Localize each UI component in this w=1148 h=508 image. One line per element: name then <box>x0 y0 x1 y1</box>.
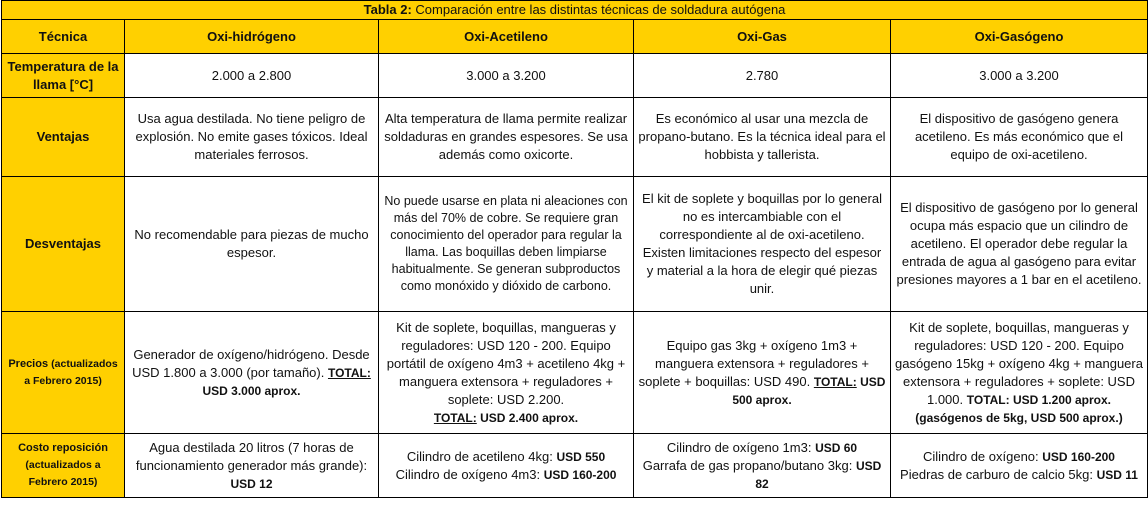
prices-oxi-gasogeno <box>891 312 1148 434</box>
replacement-oxi-hidrogeno <box>125 434 379 498</box>
prices-oxi-acetileno-total-value: USD 2.400 aprox. <box>476 410 579 425</box>
temperature-oxi-gas: 2.780 <box>634 54 891 98</box>
replacement-oxi-acetileno <box>379 434 634 498</box>
table-title <box>2 1 1148 20</box>
prices-row <box>2 312 1148 434</box>
temperature-oxi-hidrogeno: 2.000 a 2.800 <box>125 54 379 98</box>
header-oxi-gas: Oxi-Gas <box>634 20 891 54</box>
prices-oxi-gas-total-label: TOTAL: <box>813 374 857 389</box>
replacement-oxi-hidrogeno-value: USD 12 <box>230 476 273 491</box>
replacement-oxi-gas-value2: USD 82 <box>755 458 882 491</box>
prices-oxi-gasogeno-text: Kit de soplete, boquillas, mangueras y reguladores: USD 120 - 200. Equipo gasógeno 15kg + oxígeno 4kg + manguera extensora + reguladores + soplete: USD 1.000. <box>895 319 1143 407</box>
replacement-oxi-acetileno-line2: Cilindro de oxígeno 4m3: <box>395 466 544 482</box>
prices-oxi-hidrogeno-total-label: TOTAL: <box>327 365 371 380</box>
prices-oxi-gas-total-value: USD 500 aprox. <box>732 374 886 407</box>
disadvantages-label: Desventajas <box>2 177 125 312</box>
replacement-oxi-gas-value1: USD 60 <box>815 440 858 455</box>
replacement-oxi-gasogeno-line2: Piedras de carburo de calcio 5kg: <box>900 466 1097 482</box>
advantages-oxi-acetileno: Alta temperatura de llama permite realizar soldaduras en grandes espesores. Se usa además como oxicorte. <box>379 98 634 177</box>
prices-label-sub: (actualizados a Febrero 2015) <box>24 357 118 387</box>
replacement-oxi-gasogeno <box>891 434 1148 498</box>
temperature-label: Temperatura de la llama [°C] <box>2 54 125 98</box>
replacement-oxi-gasogeno-value2: USD 11 <box>1096 467 1138 482</box>
header-technique: Técnica <box>2 20 125 54</box>
replacement-oxi-gas-line1: Cilindro de oxígeno 1m3: <box>666 439 816 455</box>
replacement-oxi-acetileno-value1: USD 550 <box>556 449 606 464</box>
replacement-oxi-gas <box>634 434 891 498</box>
advantages-label: Ventajas <box>2 98 125 177</box>
prices-label <box>2 312 125 434</box>
disadvantages-oxi-hidrogeno: No recomendable para piezas de mucho espesor. <box>125 177 379 312</box>
prices-label-title: Precios <box>8 357 49 370</box>
table-title-text: Comparación entre las distintas técnicas de soldadura autógena <box>411 2 786 17</box>
prices-oxi-acetileno <box>379 312 634 434</box>
disadvantages-oxi-gasogeno: El dispositivo de gasógeno por lo general ocupa más espacio que un cilindro de acetileno. El operador debe regular la entrada de agua al gasógeno para evitar presiones mayores a 1 bar en el acetileno. <box>891 177 1148 312</box>
replacement-oxi-gasogeno-value1: USD 160-200 <box>1042 449 1115 464</box>
prices-oxi-acetileno-text: Kit de soplete, boquillas, mangueras y reguladores: USD 120 - 200. Equipo portátil de oxígeno 4m3 + acetileno 4kg + manguera extensora + reguladores + soplete: USD 2.200. <box>386 319 626 407</box>
prices-oxi-hidrogeno-text: Generador de oxígeno/hidrógeno. Desde USD 1.800 a 3.000 (por tamaño). <box>132 346 370 380</box>
prices-oxi-hidrogeno-total-value: USD 3.000 aprox. <box>202 383 301 398</box>
table-title-bold: Tabla 2: <box>363 2 412 17</box>
replacement-row <box>2 434 1148 498</box>
disadvantages-oxi-acetileno: No puede usarse en plata ni aleaciones con más del 70% de cobre. Se requiere gran conocimiento del operador para regular la llama. Las boquillas deben limpiarse habitualmente. Se generan subproductos como monóxido y dióxido de carbono. <box>379 177 634 312</box>
advantages-oxi-gas: Es económico al usar una mezcla de propano-butano. Es la técnica ideal para el hobbista y tallerista. <box>634 98 891 177</box>
advantages-oxi-hidrogeno: Usa agua destilada. No tiene peligro de explosión. No emite gases tóxicos. Ideal materiales ferrosos. <box>125 98 379 177</box>
disadvantages-row <box>2 177 1148 312</box>
disadvantages-oxi-gas: El kit de soplete y boquillas por lo general no es intercambiable con el correspondiente al de oxi-acetileno. Existen limitaciones respecto del espesor y material a la hora de elegir qué piezas unir. <box>634 177 891 312</box>
temperature-oxi-gasogeno: 3.000 a 3.200 <box>891 54 1148 98</box>
temperature-row <box>2 54 1148 98</box>
header-oxi-hidrogeno: Oxi-hidrógeno <box>125 20 379 54</box>
prices-oxi-acetileno-total-label: TOTAL: <box>433 410 477 425</box>
advantages-row <box>2 98 1148 177</box>
header-row <box>2 20 1148 54</box>
header-oxi-acetileno: Oxi-Acetileno <box>379 20 634 54</box>
header-oxi-gasogeno: Oxi-Gasógeno <box>891 20 1148 54</box>
replacement-oxi-gasogeno-line1: Cilindro de oxígeno: <box>923 448 1043 464</box>
advantages-oxi-gasogeno: El dispositivo de gasógeno genera acetileno. Es más económico que el equipo de oxi-acetileno. <box>891 98 1148 177</box>
replacement-oxi-acetileno-line1: Cilindro de acetileno 4kg: <box>406 448 557 464</box>
prices-oxi-hidrogeno <box>125 312 379 434</box>
title-row <box>2 1 1148 20</box>
prices-oxi-gas <box>634 312 891 434</box>
replacement-oxi-gas-line2: Garrafa de gas propano/butano 3kg: <box>642 457 856 473</box>
replacement-label-sub: (actualizados a Febrero 2015) <box>25 459 101 488</box>
temperature-oxi-acetileno: 3.000 a 3.200 <box>379 54 634 98</box>
replacement-label <box>2 434 125 498</box>
comparison-table <box>1 0 1148 498</box>
prices-oxi-gasogeno-total: TOTAL: USD 1.200 aprox. (gasógenos de 5kg, USD 500 aprox.) <box>915 392 1123 425</box>
replacement-oxi-hidrogeno-text: Agua destilada 20 litros (7 horas de funcionamiento generador más grande): <box>135 439 368 473</box>
replacement-oxi-acetileno-value2: USD 160-200 <box>543 467 617 482</box>
replacement-label-title: Costo reposición <box>18 442 108 454</box>
prices-oxi-gas-text: Equipo gas 3kg + oxígeno 1m3 + manguera extensora + reguladores + soplete + boquillas: USD 490. <box>638 337 869 389</box>
